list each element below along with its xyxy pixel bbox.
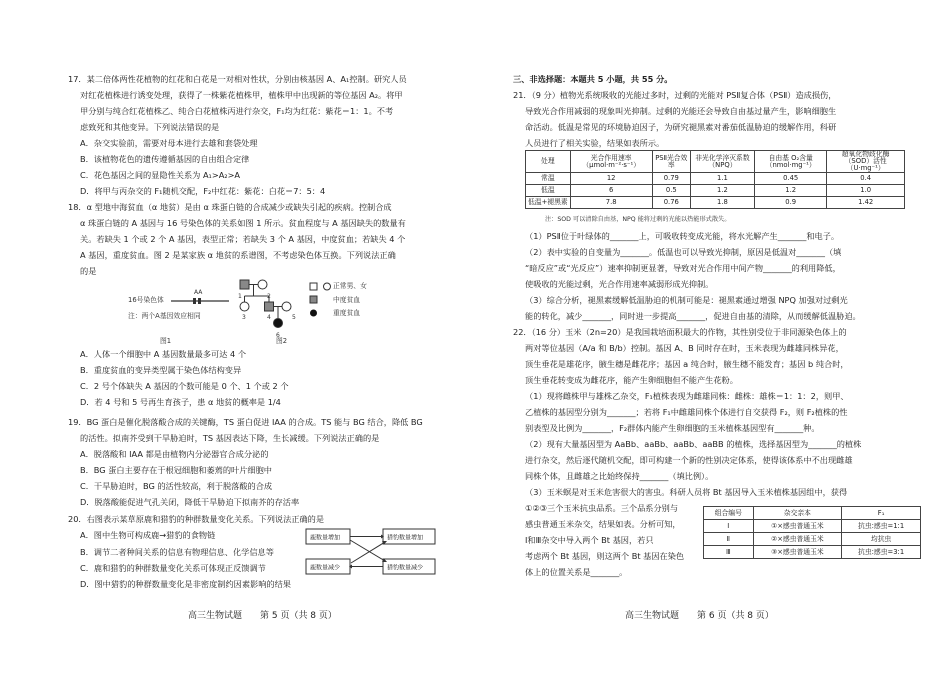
q21-subq: 使吸收的光能过剩，光合作用速率减弱形成光抑制。 xyxy=(525,279,714,289)
table-row xyxy=(704,533,921,546)
fig2-caption: 图2 xyxy=(276,337,288,345)
q22-line: （2）现有大量基因型为 AaBb、aaBb、aaBb、aaBB 的植株，选择基因型为_______的植株 xyxy=(525,439,862,449)
q20-option: B．调节二者种间关系的信息有物理信息、化学信息等 xyxy=(80,547,274,557)
q17-line: 对红花植株进行诱变处理，获得了一株紫花植株甲，植株甲中出现新的等位基因 A₂。将甲 xyxy=(80,90,403,100)
table-cell: ③×感虫普通玉米 xyxy=(753,546,842,559)
legend-moderate: 中度贫血 xyxy=(333,296,361,304)
table-header: 光合作用速率（μmol·m⁻²·s⁻¹） xyxy=(570,151,652,173)
q21-subq: （1）PSⅡ位于叶绿体的_______上，可吸收转变成光能，将水光解产生_______和电子。 xyxy=(525,231,840,241)
q19-option: D．脱落酸能促进气孔关闭，降低干旱胁迫下拟南芥的存活率 xyxy=(80,497,300,507)
page-footer: 高三生物试题 第 6 页（共 8 页） xyxy=(625,611,774,621)
q22-line: 考虑两个 Bt 基因，则这两个 Bt 基因在染色 xyxy=(525,551,685,561)
table-row xyxy=(526,185,905,197)
q19-line: 的活性。拟南芥受到干旱胁迫时，TS 基因表达下降，生长减缓。下列说法正确的是 xyxy=(80,433,380,443)
table-cell: 1.42 xyxy=(827,197,905,209)
q17-line: 虑致死和其他变异。下列说法错误的是 xyxy=(80,122,220,132)
q22-line: （3）玉米螟是对玉米危害很大的害虫。科研人员将 Bt 基因导入玉米植株基因组中，获得 xyxy=(525,487,848,497)
pedigree-number: 6 xyxy=(276,332,280,339)
q21-line: 导致光合作用减弱的现象叫光抑制。过剩的光能还会导致自由基过量产生，影响细胞生 xyxy=(525,106,837,116)
table-row xyxy=(704,546,921,559)
table-cell: 低温+褪黑素 xyxy=(526,197,571,209)
page-footer: 高三生物试题 第 5 页（共 8 页） xyxy=(188,611,337,621)
table-header: F₁ xyxy=(842,507,921,520)
q22-line: 感虫普通玉米杂交，结果如表。分析可知， xyxy=(525,519,681,529)
table-cell: 0.5 xyxy=(652,185,690,197)
q18-option: A．人体一个细胞中 A 基因数量最多可达 4 个 xyxy=(80,349,247,359)
fig1-caption: 图1 xyxy=(160,337,172,345)
q22-line: Ⅰ和Ⅲ杂交中导入两个 Bt 基因，若只 xyxy=(525,535,654,545)
pedigree-number: 5 xyxy=(292,314,296,321)
q17-option: D．将甲与丙杂交的 F₁随机交配，F₂中红花：紫花：白花＝7：5：4 xyxy=(80,186,326,196)
q21-line: 人员进行了相关实验，结果如表所示。 xyxy=(525,138,665,148)
q21-subq: （2）表中实验的自变量为_______。低温也可以导致光抑制，原因是低温对_______（填 xyxy=(525,247,842,257)
table-cell: 均抗虫 xyxy=(842,533,921,546)
table-cell: 0.79 xyxy=(652,173,690,185)
diagram-box-text: 鹿数量减少 xyxy=(310,564,341,572)
table-cell: 12 xyxy=(570,173,652,185)
table-cell: 7.8 xyxy=(570,197,652,209)
q22-line: 体上的位置关系是_______。 xyxy=(525,567,628,577)
q21-data-table xyxy=(525,150,905,209)
q21-subq: （3）综合分析，褪黑素缓解低温胁迫的机制可能是：褪黑素通过增强 NPQ 加强对过剩光 xyxy=(525,295,848,305)
q22-line: 22．（16 分）玉米（2n=20）是我国栽培面积最大的作物，其性别受位于非同源染色体上的 xyxy=(513,327,847,337)
q17-option: B．该植物花色的遗传遵循基因的自由组合定律 xyxy=(80,154,250,164)
q18-option: B．重度贫血的变异类型属于染色体结构变异 xyxy=(80,365,242,375)
q18-line: 的是 xyxy=(80,266,97,276)
table-cell: 0.45 xyxy=(755,173,827,185)
q22-line: 进行杂交，然后逐代随机交配，即可构建一个新的性别决定体系，使得该体系中不出现雌雄 xyxy=(525,455,853,465)
table-cell: 抗虫:感虫=3:1 xyxy=(842,546,921,559)
q22-line: 别表型及比例为_______，F₂群体内能产生卵细胞的玉米植株基因型有_______种。 xyxy=(525,423,820,433)
fig1-chromosome-label: 16号染色体 xyxy=(128,296,164,304)
q22-line: 两对等位基因（A/a 和 B/b）控制。基因 A、B 同时存在时，玉米表现为雌雄同株异花， xyxy=(525,343,844,353)
q22-cross-table xyxy=(703,506,921,559)
diagram-box-text: 猎豹数量减少 xyxy=(387,564,424,572)
right-page xyxy=(475,0,950,673)
population-cycle-diagram xyxy=(305,527,440,579)
q22-line: 顶生垂花转变成为雌花序，能产生卵细胞但不能产生花粉。 xyxy=(525,375,738,385)
q19-option: B．BG 蛋白主要存在于根冠细胞和萎蔫的叶片细胞中 xyxy=(80,465,272,475)
table-header: 自由基 O₂含量（nmol·mg⁻¹） xyxy=(755,151,827,173)
q20-option: D．图中猎豹的种群数量变化是非密度制约因素影响的结果 xyxy=(80,579,291,589)
q19-line: 19．BG 蛋白是催化脱落酸合成的关键酶，TS 蛋白促进 IAA 的合成。TS 能与 BG 结合，降低 BG xyxy=(68,417,423,427)
table-cell: 6 xyxy=(570,185,652,197)
q21-line: 21．（9 分）植物光系统吸收的光能过多时，过剩的光能对 PSⅡ复合体（PSⅡ）造成损伤， xyxy=(513,90,837,100)
pedigree-number: 3 xyxy=(242,314,246,321)
table-cell: ②×感虫普通玉米 xyxy=(753,533,842,546)
table-cell: 常温 xyxy=(526,173,571,185)
q22-line: 同株个体，且雌雄之比始终保持_______（填比例）。 xyxy=(525,471,714,481)
table-header: 非光化学淬灭系数（NPQ） xyxy=(690,151,754,173)
table-cell: Ⅰ xyxy=(704,520,754,533)
q21-subq: “暗反应”或“光反应”）速率抑制更显著，导致对光合作用中间产物_______的利用降低， xyxy=(525,263,841,273)
diagram-box-text: 鹿数量增加 xyxy=(310,534,341,542)
table-header-row xyxy=(526,151,905,173)
table-header: 超氧化物歧化酶（SOD）活性（U·mg⁻¹） xyxy=(827,151,905,173)
table-row xyxy=(526,173,905,185)
q22-line: ①②③三个玉米抗虫品系。三个品系分别与 xyxy=(525,503,679,513)
q17-line: 17．某二倍体两性花植物的红花和白花是一对相对性状，分别由核基因 A、A₁控制。研究人员 xyxy=(68,74,407,84)
table-cell: 1.1 xyxy=(690,173,754,185)
fig1-note: 注：两个A基因效应相同 xyxy=(128,312,201,320)
q22-line: （1）现将雌株甲与雄株乙杂交，F₁植株表现为雌雄同株：雌株：雄株＝1：1：2，则甲、 xyxy=(525,391,849,401)
table-cell: 0.4 xyxy=(827,173,905,185)
table-row xyxy=(526,197,905,209)
table-header: 杂交亲本 xyxy=(753,507,842,520)
q18-line: 18．α 型地中海贫血（α 地贫）是由 α 珠蛋白链的合成减少或缺失引起的疾病。控制合成 xyxy=(68,202,392,212)
q19-option: A．脱落酸和 IAA 都是由植物内分泌器官合成分泌的 xyxy=(80,449,269,459)
q21-line: 命活动。低温是常见的环境胁迫因子，为研究褪黑素对番茄低温胁迫的缓解作用，科研 xyxy=(525,122,837,132)
table-cell: ①×感虫普通玉米 xyxy=(753,520,842,533)
pedigree-number: 2 xyxy=(267,293,271,300)
pedigree-number: 4 xyxy=(267,314,271,321)
table-cell: 抗虫:感虫=1:1 xyxy=(842,520,921,533)
q21-subq: 能的转化，减少_______，同时进一步提高_______，促进自由基的清除，从而缓解低温胁迫。 xyxy=(525,311,861,321)
table-cell: Ⅲ xyxy=(704,546,754,559)
q18-line: A 基因，重度贫血。图 2 是某家族 α 地贫的系谱图，不考虑染色体互换。下列说法正确 xyxy=(80,250,396,260)
q17-option: A．杂交实验前，需要对母本进行去雄和套袋处理 xyxy=(80,138,258,148)
table-header: 组合编号 xyxy=(704,507,754,520)
q20-option: C．鹿和猎豹的种群数量变化关系可体现正反馈调节 xyxy=(80,563,266,573)
q18-line: 关。若缺失 1 个或 2 个 A 基因，表型正常；若缺失 3 个 A 基因，中度贫血；若缺失 4 个 xyxy=(80,234,406,244)
q22-line: 顶生垂花是雄花序，腋生穗是雌花序；基因 a 纯合时，腋生穗不能发育；基因 b 纯合时， xyxy=(525,359,849,369)
q19-option: C．干旱胁迫时，BG 的活性较高，利于脱落酸的合成 xyxy=(80,481,273,491)
table-cell: 0.76 xyxy=(652,197,690,209)
table-cell: 1.2 xyxy=(755,185,827,197)
pedigree-number: 1 xyxy=(238,293,242,300)
table-cell: 0.9 xyxy=(755,197,827,209)
q20-option: A．图中生物可构成鹿→猎豹的食物链 xyxy=(80,530,216,540)
table-header-row xyxy=(704,507,921,520)
table-cell: 1.0 xyxy=(827,185,905,197)
table-row xyxy=(704,520,921,533)
q22-line: 乙植株的基因型分别为_______；若将 F₁中雌雄同株个体进行自交获得 F₂，则 F₂植株的性 xyxy=(525,407,848,417)
section-title: 三、非选择题：本题共 5 小题，共 55 分。 xyxy=(513,74,673,84)
table-header: 处理 xyxy=(526,151,571,173)
table-cell: Ⅱ xyxy=(704,533,754,546)
table-header: PSⅡ光合效率 xyxy=(652,151,690,173)
q17-line: 甲分别与纯合红花植株乙、纯合白花植株丙进行杂交，F₁均为红花：紫花＝1：1。不考 xyxy=(80,106,394,116)
table-note: 注：SOD 可以清除自由基，NPQ 能将过剩的光能以热能形式散失。 xyxy=(545,216,731,223)
table-cell: 1.2 xyxy=(690,185,754,197)
legend-normal: 正常男、女 xyxy=(333,282,367,290)
diagram-box-text: 猎豹数量增加 xyxy=(387,534,424,542)
q20-line: 20．右图表示某草原鹿和猎豹的种群数量变化关系。下列说法正确的是 xyxy=(68,514,325,524)
q17-option: C．花色基因之间的显隐性关系为 A₁>A₂>A xyxy=(80,170,241,180)
legend-severe: 重度贫血 xyxy=(333,309,361,317)
table-cell: 低温 xyxy=(526,185,571,197)
fig1-gene-label: AA xyxy=(194,289,203,296)
q18-option: D．若 4 号和 5 号再生育孩子，患 α 地贫的概率是 1/4 xyxy=(80,397,281,407)
table-cell: 1.8 xyxy=(690,197,754,209)
q18-line: α 珠蛋白链的 A 基因与 16 号染色体的关系如图 1 所示。贫血程度与 A 基因缺失的数量有 xyxy=(80,218,406,228)
q18-option: C．2 号个体缺失 A 基因的个数可能是 0 个、1 个或 2 个 xyxy=(80,381,289,391)
